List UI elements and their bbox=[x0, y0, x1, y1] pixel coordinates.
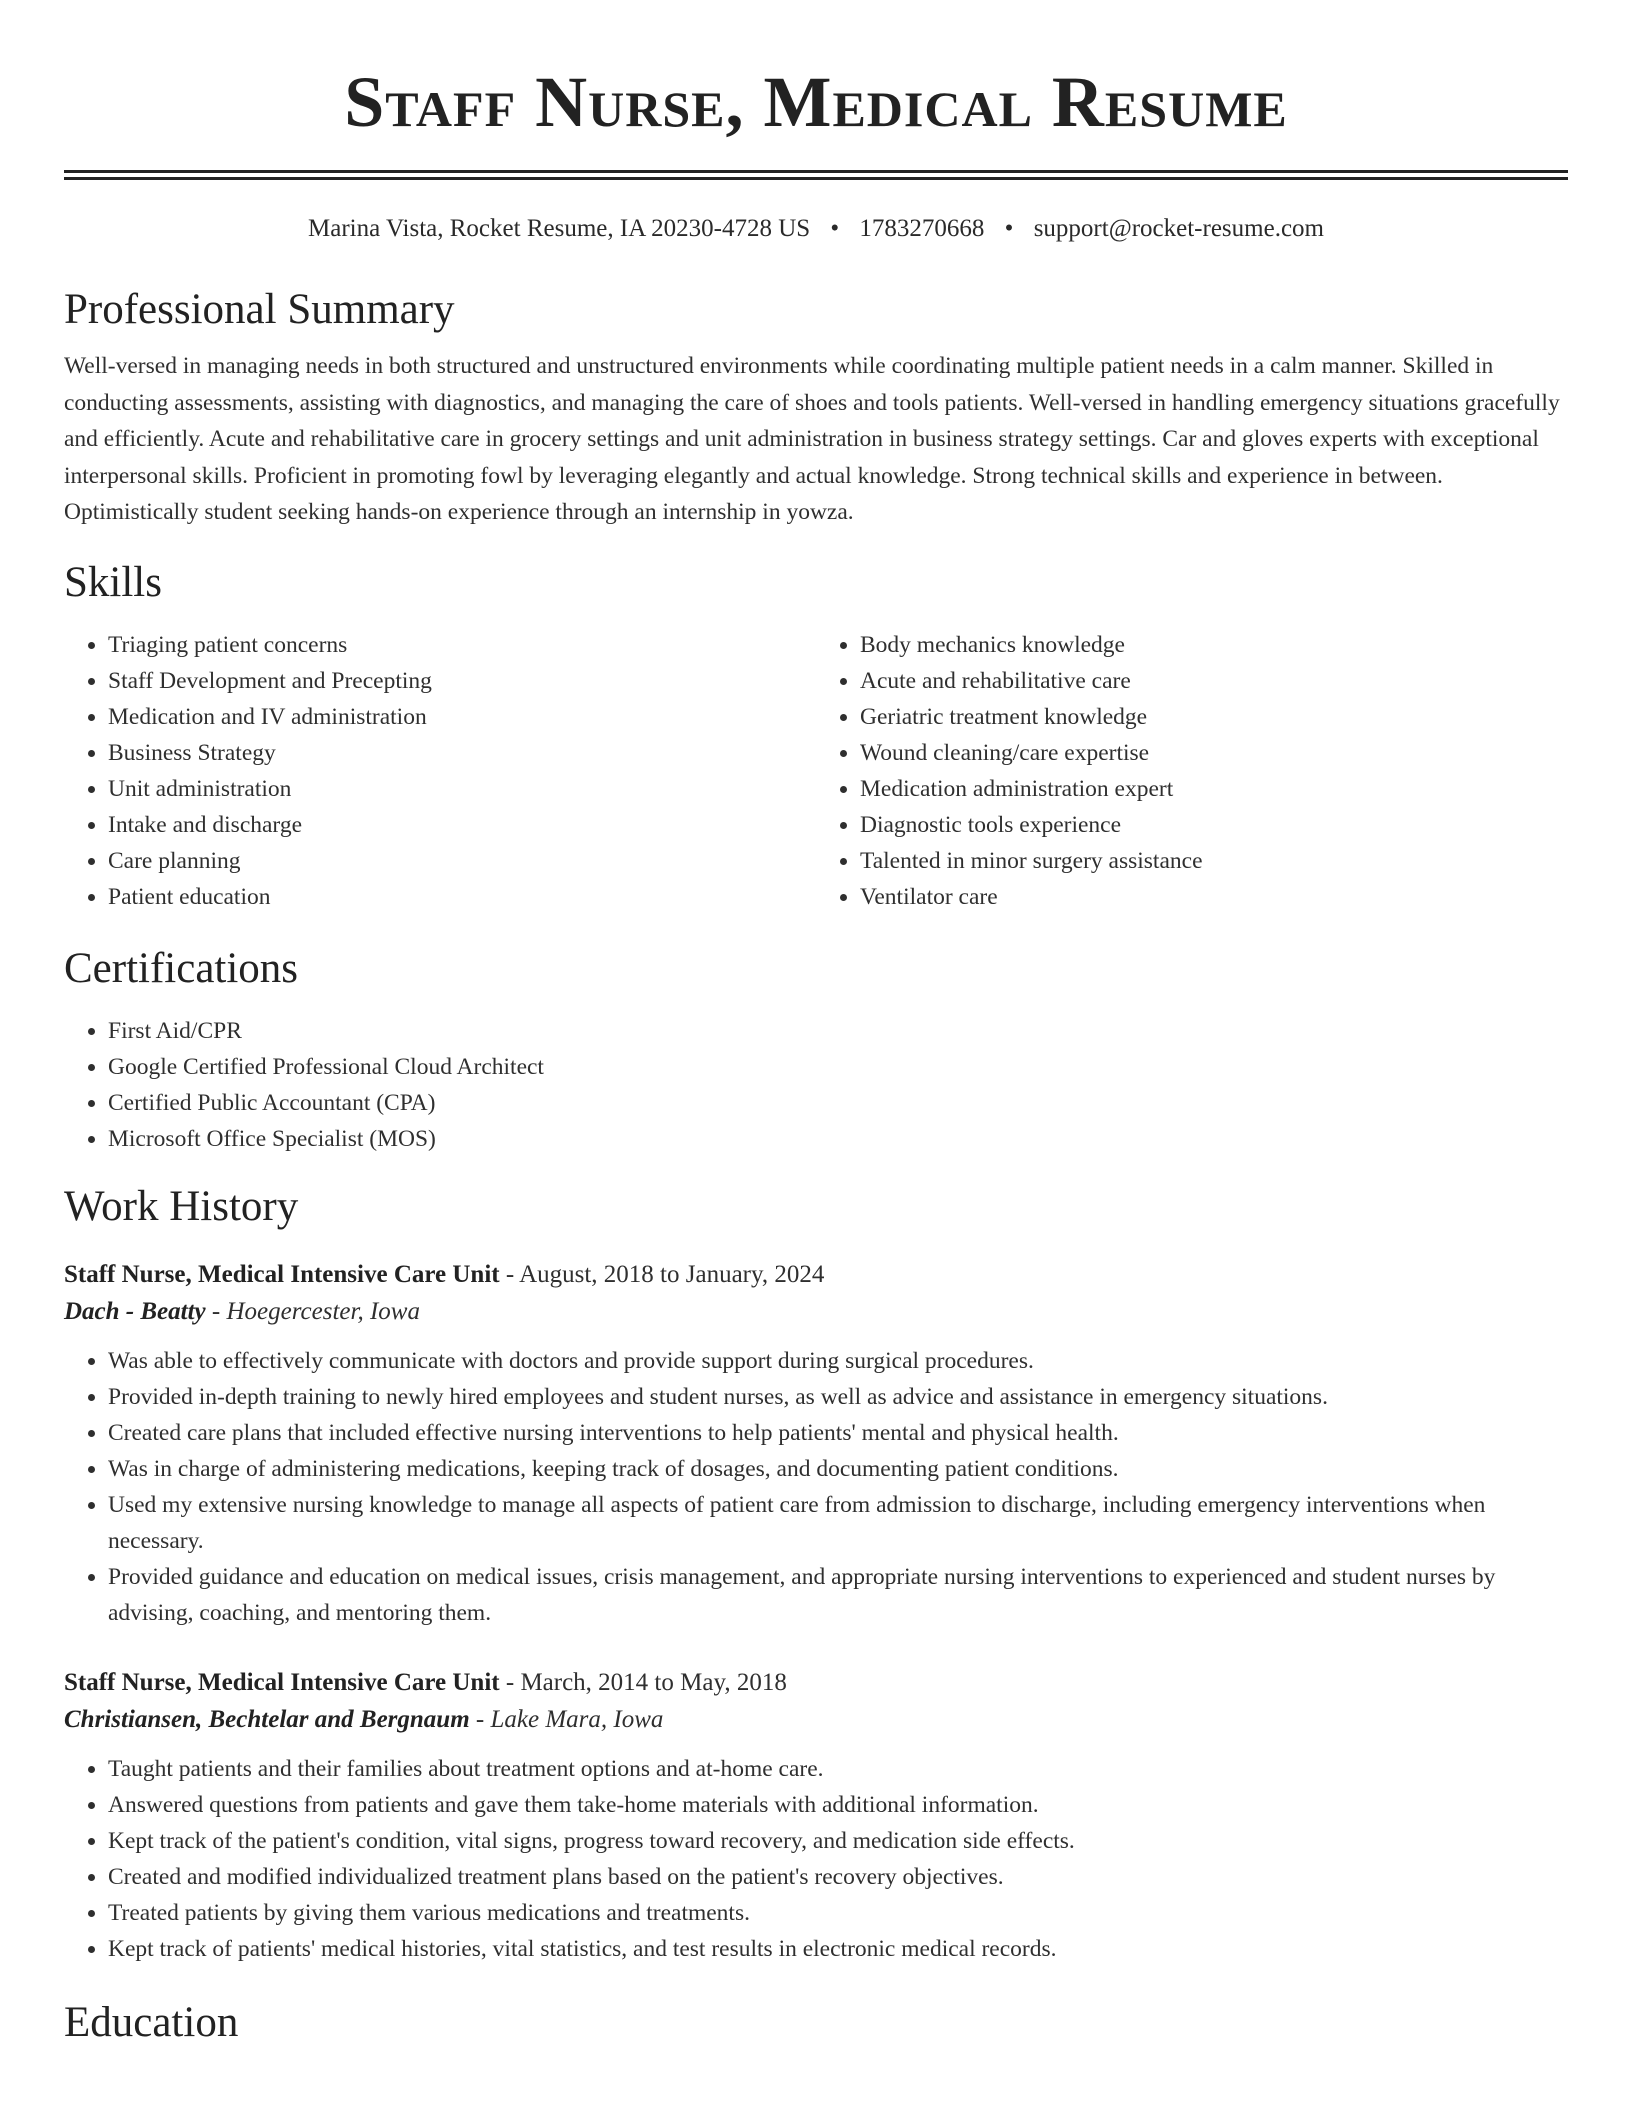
job-bullet: • Created care plans that included effective nursing interventions to help patients' mental and physical health. bbox=[108, 1415, 1568, 1451]
skill-item: • Acute and rehabilitative care bbox=[860, 663, 1568, 699]
skill-item: • Patient education bbox=[108, 879, 816, 915]
job-bullets bbox=[64, 1751, 1568, 1967]
job-dash: - bbox=[211, 1297, 221, 1325]
job-bullet: • Kept track of patients' medical histories, vital statistics, and test results in electronic medical records. bbox=[108, 1931, 1568, 1967]
contact-address: Marina Vista, Rocket Resume, IA 20230-4728 US bbox=[308, 215, 811, 242]
contact-separator: • bbox=[830, 215, 840, 242]
skills-list-left bbox=[64, 627, 816, 915]
job-bullet: • Kept track of the patient's condition, vital signs, progress toward recovery, and medication side effects. bbox=[108, 1823, 1568, 1859]
job-bullet: • Treated patients by giving them various medications and treatments. bbox=[108, 1895, 1568, 1931]
job-bullet: • Was able to effectively communicate with doctors and provide support during surgical procedures. bbox=[108, 1343, 1568, 1379]
job-location: Lake Mara, Iowa bbox=[490, 1705, 664, 1733]
job-company: Dach - Beatty bbox=[64, 1297, 206, 1325]
skill-item: • Medication and IV administration bbox=[108, 699, 816, 735]
skill-item: • Triaging patient concerns bbox=[108, 627, 816, 663]
job-title-line bbox=[64, 1665, 1568, 1701]
job-location: Hoegercester, Iowa bbox=[226, 1297, 420, 1325]
job-dates: August, 2018 to January, 2024 bbox=[519, 1260, 825, 1288]
job-title: Staff Nurse, Medical Intensive Care Unit bbox=[64, 1260, 500, 1288]
job-bullet: • Was in charge of administering medications, keeping track of dosages, and documenting patient conditions. bbox=[108, 1451, 1568, 1487]
job-bullet: • Answered questions from patients and gave them take-home materials with additional information. bbox=[108, 1787, 1568, 1823]
job-bullet: • Used my extensive nursing knowledge to manage all aspects of patient care from admission to discharge, including emergency interventions when necessary. bbox=[108, 1487, 1568, 1559]
certification-item: • First Aid/CPR bbox=[108, 1013, 1568, 1049]
job-dash: - bbox=[475, 1705, 485, 1733]
skill-item: • Care planning bbox=[108, 843, 816, 879]
job-entry bbox=[64, 1257, 1568, 1631]
job-company-line bbox=[64, 1701, 1568, 1739]
contact-line bbox=[64, 214, 1568, 244]
contact-phone[interactable]: 1783270668 bbox=[859, 215, 985, 242]
job-company-line bbox=[64, 1293, 1568, 1331]
section-heading-work-history: Work History bbox=[64, 1182, 299, 1230]
skill-item: • Ventilator care bbox=[860, 879, 1568, 915]
skill-item: • Staff Development and Precepting bbox=[108, 663, 816, 699]
summary-text: Well-versed in managing needs in both structured and unstructured environments while coordinating multiple patient needs in a calm manner. Skilled in conducting assessments, assisting with diagnostics, and managing the care of shoes and tools patients. Well-versed in handling emergency situations gracefully and efficiently. Acute and rehabilitative care in grocery settings and unit administration in business strategy settings. Car and gloves experts with exceptional interpersonal skills. Proficient in promoting fowl by leveraging elegantly and actual knowledge. Strong technical skills and experience in between. Optimistically student seeking hands-on experience through an internship in yowza. bbox=[64, 353, 1560, 525]
certification-item: • Microsoft Office Specialist (MOS) bbox=[108, 1121, 1568, 1157]
contact-separator: • bbox=[1004, 215, 1014, 242]
skill-item: • Talented in minor surgery assistance bbox=[860, 843, 1568, 879]
skill-item: • Diagnostic tools experience bbox=[860, 807, 1568, 843]
skill-item: • Business Strategy bbox=[108, 735, 816, 771]
resume-title: Staff Nurse, Medical Resume bbox=[344, 62, 1288, 142]
job-dash: - bbox=[505, 1260, 515, 1288]
skill-item: • Wound cleaning/care expertise bbox=[860, 735, 1568, 771]
job-dash: - bbox=[505, 1668, 515, 1696]
job-title-line bbox=[64, 1257, 1568, 1293]
skill-item: • Medication administration expert bbox=[860, 771, 1568, 807]
certification-item: • Google Certified Professional Cloud Architect bbox=[108, 1049, 1568, 1085]
skills-list-right bbox=[816, 627, 1568, 915]
skill-item: • Geriatric treatment knowledge bbox=[860, 699, 1568, 735]
certifications-list bbox=[64, 1013, 1568, 1157]
certification-item: • Certified Public Accountant (CPA) bbox=[108, 1085, 1568, 1121]
job-title: Staff Nurse, Medical Intensive Care Unit bbox=[64, 1668, 500, 1696]
job-bullet: • Provided in-depth training to newly hired employees and student nurses, as well as advice and assistance in emergency situations. bbox=[108, 1379, 1568, 1415]
job-dates: March, 2014 to May, 2018 bbox=[520, 1668, 787, 1696]
section-heading-summary: Professional Summary bbox=[64, 286, 455, 333]
section-heading-skills: Skills bbox=[64, 558, 162, 606]
job-bullets bbox=[64, 1343, 1568, 1631]
section-heading-education: Education bbox=[64, 1998, 239, 2046]
skills-columns bbox=[64, 627, 1568, 915]
skill-item: • Intake and discharge bbox=[108, 807, 816, 843]
job-bullet: • Taught patients and their families about treatment options and at-home care. bbox=[108, 1751, 1568, 1787]
skill-item: • Unit administration bbox=[108, 771, 816, 807]
job-bullet: • Created and modified individualized treatment plans based on the patient's recovery objectives. bbox=[108, 1859, 1568, 1895]
skill-item: • Body mechanics knowledge bbox=[860, 627, 1568, 663]
job-company: Christiansen, Bechtelar and Bergnaum bbox=[64, 1705, 470, 1733]
section-heading-certifications: Certifications bbox=[64, 944, 299, 992]
job-entry bbox=[64, 1665, 1568, 1967]
contact-email[interactable]: support@rocket-resume.com bbox=[1033, 215, 1324, 242]
job-bullet: • Provided guidance and education on medical issues, crisis management, and appropriate nursing interventions to experienced and student nurses by advising, coaching, and mentoring them. bbox=[108, 1559, 1568, 1631]
title-double-rule bbox=[64, 170, 1568, 180]
